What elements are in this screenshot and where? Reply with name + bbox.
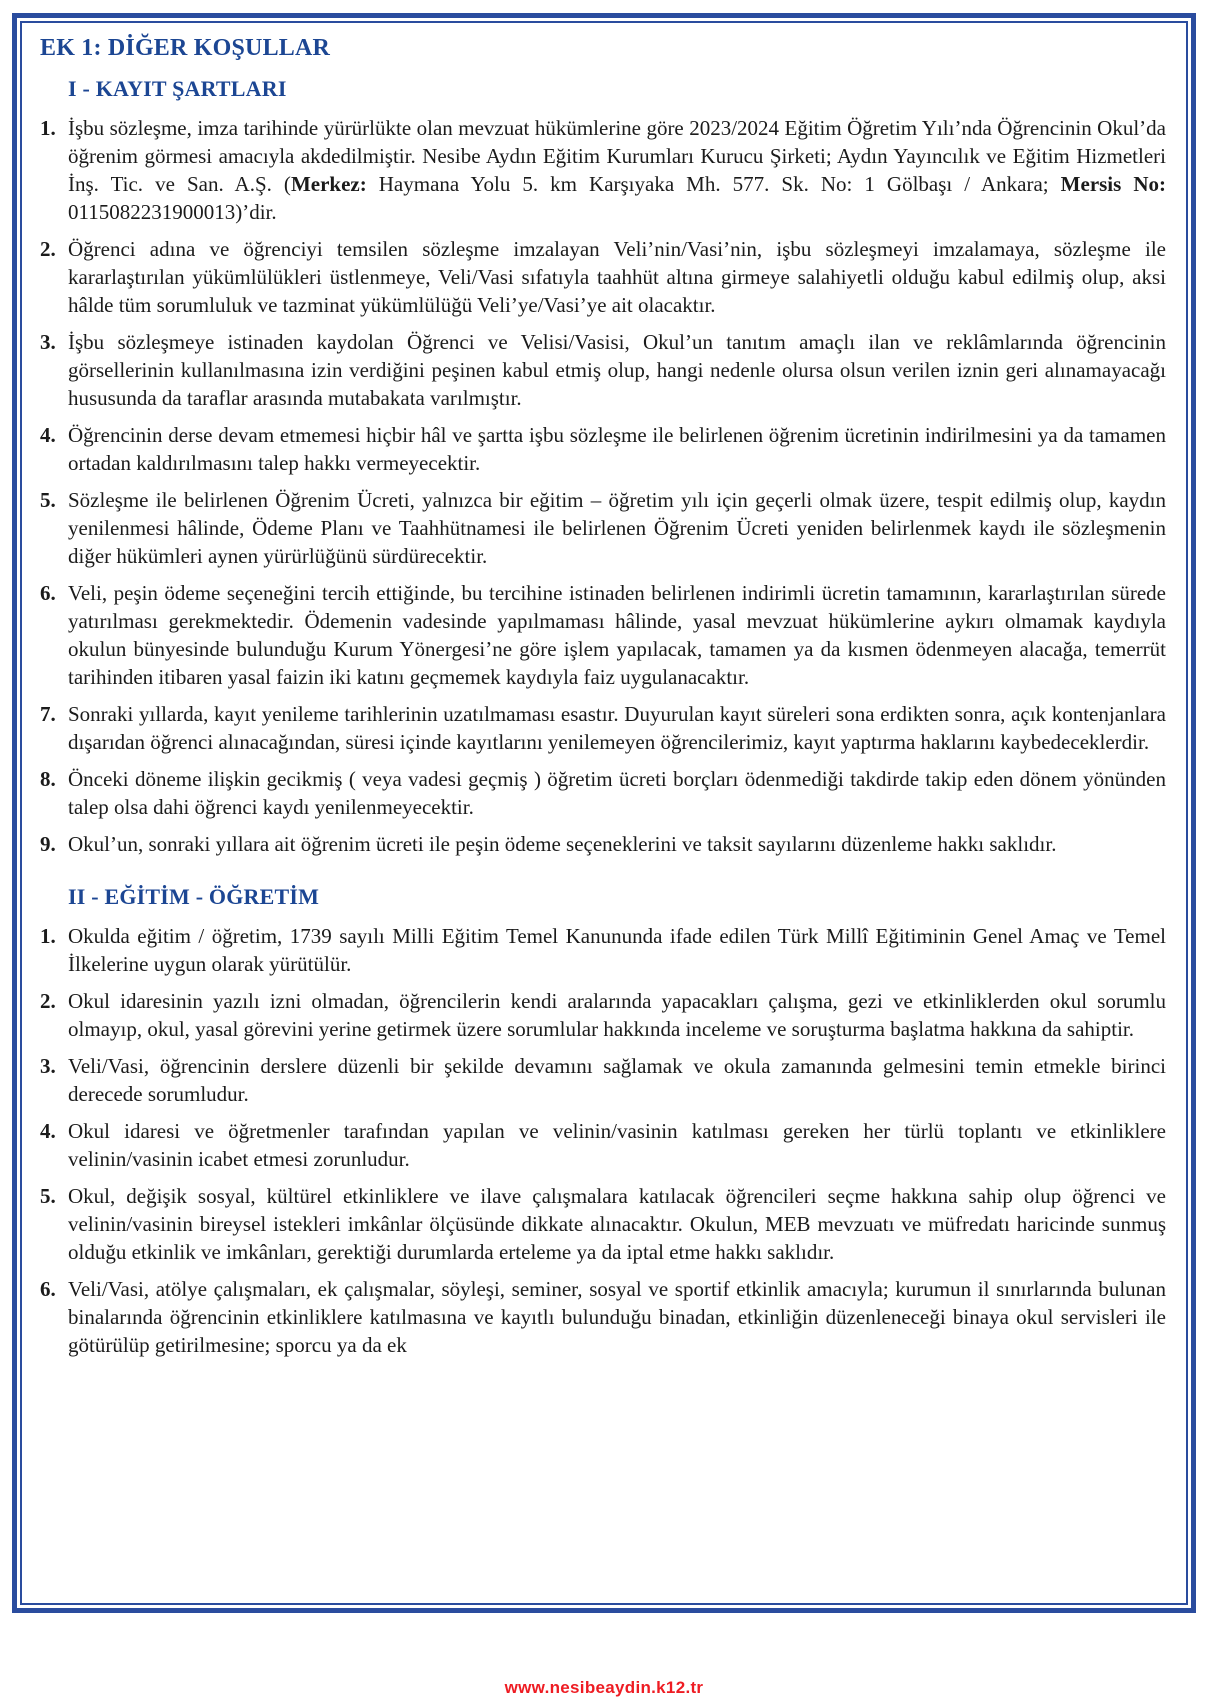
item-text: Okul, değişik sosyal, kültürel etkinliklere ve ilave çalışmalara katılacak öğrencileri seçme hakkına sahip olup öğrenci ve velinin/vasinin bireysel istekleri imkânlar ölçüsünde dikkate alınacaktır. Okulun, MEB mevzuatı ve müfredatı haricinde sunmuş olduğu etkinlik ve imkânları, gerektiği durumlarda erteleme ya da iptal etme hakkı saklıdır. xyxy=(68,1184,1166,1264)
list-item xyxy=(40,328,1166,412)
section-heading-kayit-sartlari: I - KAYIT ŞARTLARI xyxy=(68,76,287,101)
footer-website-url: www.nesibeaydin.k12.tr xyxy=(504,1678,704,1697)
item-number: 4. xyxy=(40,1119,56,1143)
list-item xyxy=(40,1275,1166,1359)
item-number: 2. xyxy=(40,237,56,261)
item-text: Sonraki yıllarda, kayıt yenileme tarihlerinin uzatılmaması esastır. Duyurulan kayıt süreleri sona erdikten sonra, açık kontenjanlara dışarıdan öğrenci alınacağından, süresi içinde kayıtlarını yenilemeyen öğrencilerimiz, kayıt yaptırma haklarını kaybedeceklerdir. xyxy=(68,702,1166,754)
document-border-frame xyxy=(12,13,1196,1613)
list-item xyxy=(40,765,1166,821)
item-text: Öğrenci adına ve öğrenciyi temsilen sözleşme imzalayan Veli’nin/Vasi’nin, işbu sözleşmeyi imzalamaya, sözleşme ile kararlaştırılan yükümlülükleri üstlenmeye, Veli/Vasi sıfatıyla taahhüt altına girmeye salahiyetli olduğu kabul edilmiş olup, aksi hâlde tüm sorumluluk ve tazminat yükümlülüğü Veli’ye/Vasi’ye ait olacaktır. xyxy=(68,237,1166,317)
item-number: 4. xyxy=(40,423,56,447)
item-text-segment: İşbu sözleşme, imza tarihinde yürürlükte olan mevzuat hükümlerine göre 2023/2024 Eğitim Öğretim Yılı’nda Öğrencinin Okul’da öğrenim görmesi amacıyla akdedilmiştir. Nesibe Aydın Eğitim Kurumları Kurucu Şirketi; Aydın Yayıncılık ve Eğitim Hizmetleri İnş. Tic. ve San. A.Ş. ( xyxy=(68,116,1166,196)
list-item xyxy=(40,1052,1166,1108)
list-item xyxy=(40,700,1166,756)
item-text: Öğrencinin derse devam etmemesi hiçbir hâl ve şartta işbu sözleşme ile belirlenen öğrenim ücretinin indirilmesini ya da tamamen ortadan kaldırılmasını talep hakkı vermeyecektir. xyxy=(68,423,1166,475)
item-text-segment: Haymana Yolu 5. km Karşıyaka Mh. 577. Sk. No: 1 Gölbaşı / Ankara; xyxy=(366,172,1061,196)
list-item xyxy=(40,1117,1166,1173)
item-text: Okulda eğitim / öğretim, 1739 sayılı Milli Eğitim Temel Kanununda ifade edilen Türk Millî Eğitiminin Genel Amaç ve Temel İlkelerine uygun olarak yürütülür. xyxy=(68,924,1166,976)
item-number: 5. xyxy=(40,1184,56,1208)
list-item xyxy=(40,579,1166,691)
item-number: 6. xyxy=(40,581,56,605)
item-number: 6. xyxy=(40,1277,56,1301)
list-item xyxy=(40,235,1166,319)
list-item xyxy=(40,486,1166,570)
section-heading-egitim-ogretim: II - EĞİTİM - ÖĞRETİM xyxy=(68,884,320,909)
item-text xyxy=(68,114,1166,226)
item-number: 3. xyxy=(40,330,56,354)
list-item xyxy=(40,1182,1166,1266)
item-text: Veli/Vasi, atölye çalışmaları, ek çalışmalar, söyleşi, seminer, sosyal ve sportif etkinlik amacıyla; kurumun il sınırlarında bulunan binalarında öğrencinin etkinliklere katılmasına ve kayıtlı bulunduğu binadan, etkinliğin düzenleneceği binaya okul servisleri ile götürülüp getirilmesine; sporcu ya da ek xyxy=(68,1277,1166,1357)
list-item xyxy=(40,987,1166,1043)
item-number: 1. xyxy=(40,924,56,948)
item-text-bold-mersis: Mersis No: xyxy=(1060,172,1167,196)
item-number: 2. xyxy=(40,989,56,1013)
item-text-segment: 0115082231900013)’dir. xyxy=(68,200,277,224)
item-number: 1. xyxy=(40,116,56,140)
item-text: Önceki döneme ilişkin gecikmiş ( veya vadesi geçmiş ) öğretim ücreti borçları ödenmediği takdirde takip eden dönem yönünden talep olsa dahi öğrenci kaydı yenilenmeyecektir. xyxy=(68,767,1166,819)
list-item xyxy=(40,114,1166,226)
item-number: 8. xyxy=(40,767,56,791)
item-text: Okul’un, sonraki yıllara ait öğrenim ücreti ile peşin ödeme seçeneklerini ve taksit sayılarını düzenleme hakkı saklıdır. xyxy=(68,832,1057,856)
item-text: Okul idaresi ve öğretmenler tarafından yapılan ve velinin/vasinin katılması gereken her türlü toplantı ve etkinliklere velinin/vasinin icabet etmesi zorunludur. xyxy=(68,1119,1166,1171)
list-item xyxy=(40,830,1166,858)
item-text: Veli/Vasi, öğrencinin derslere düzenli bir şekilde devamını sağlamak ve okula zamanında gelmesini temin etmekle birinci derecede sorumludur. xyxy=(68,1054,1166,1106)
item-number: 9. xyxy=(40,832,56,856)
item-text: Sözleşme ile belirlenen Öğrenim Ücreti, yalnızca bir eğitim – öğretim yılı için geçerli olmak üzere, tespit edilmiş olup, kaydın yenilenmesi hâlinde, Ödeme Planı ve Taahhütnamesi ile belirlenen Öğrenim Ücreti yeniden belirlenmek kaydı ile sözleşmenin diğer hükümleri aynen yürürlüğünü sürdürecektir. xyxy=(68,488,1166,568)
item-text-bold-merkez: Merkez: xyxy=(290,172,367,196)
item-text: İşbu sözleşmeye istinaden kaydolan Öğrenci ve Velisi/Vasisi, Okul’un tanıtım amaçlı ilan ve reklâmlarında öğrencinin görsellerinin kullanılmasına izin verdiğini peşinen kabul etmiş olup, hangi nedenle olursa olsun verilen iznin geri alınamayacağı hususunda da taraflar arasında mutabakata varılmıştır. xyxy=(68,330,1166,410)
list-item xyxy=(40,421,1166,477)
item-number: 5. xyxy=(40,488,56,512)
item-text: Veli, peşin ödeme seçeneğini tercih ettiğinde, bu tercihine istinaden belirlenen indirimli ücretin tamamının, kararlaştırılan sürede yatırılması gerekmektedir. Ödemenin vadesinde yapılmaması hâlinde, yasal mevzuat hükümlerine aykırı olmamak kaydıyla okulun bünyesinde bulunduğu Kurum Yönergesi’ne göre işlem yapılacak, tamamen ya da kısmen ödenmeyen alacağa, temerrüt tarihinden itibaren yasal faizin iki katını geçmemek kaydıyla faiz uygulanacaktır. xyxy=(68,581,1166,689)
list-item xyxy=(40,922,1166,978)
document-page xyxy=(20,21,1188,1605)
item-text: Okul idaresinin yazılı izni olmadan, öğrencilerin kendi aralarında yapacakları çalışma, gezi ve etkinliklerden okul sorumlu olmayıp, okul, yasal görevini yerine getirmek üzere sorumlular hakkında inceleme ve soruşturma başlatma hakkına da sahiptir. xyxy=(68,989,1166,1041)
item-number: 3. xyxy=(40,1054,56,1078)
document-title: EK 1: DİĞER KOŞULLAR xyxy=(40,35,331,61)
item-number: 7. xyxy=(40,702,56,726)
